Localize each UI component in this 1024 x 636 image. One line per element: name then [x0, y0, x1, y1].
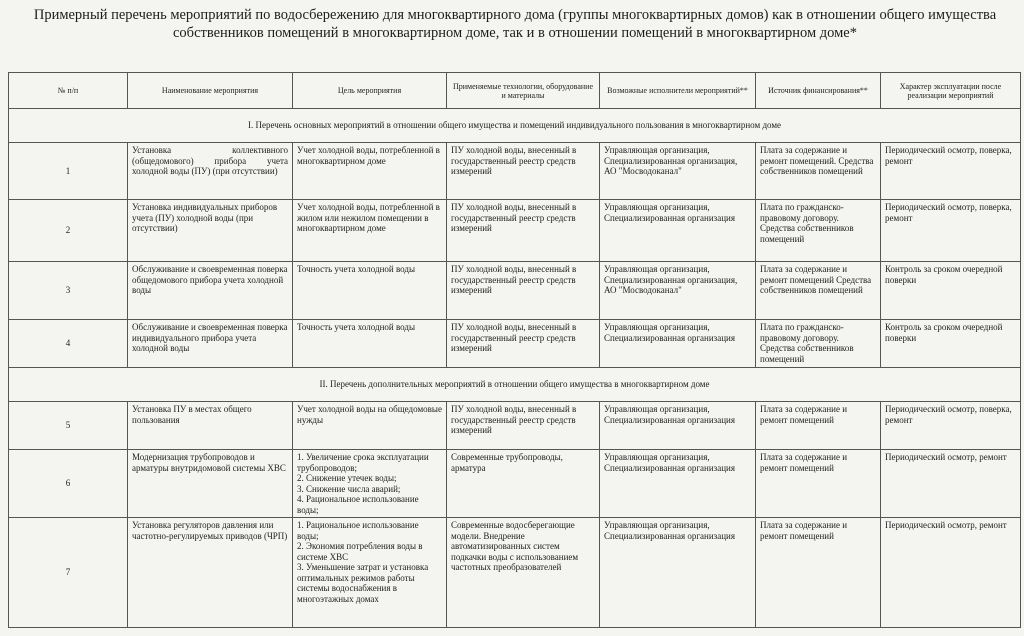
measure-tech: Современные водосберегающие модели. Внедрение автоматизированных систем подкачки воды с использованием частотных преобразователей: [447, 518, 600, 628]
header-financing: Источник финансирования**: [756, 73, 881, 109]
measure-goal: 1. Рациональное использование воды; 2. Экономия потребления воды в системе ХВС 3. Уменьшение затрат и установка оптимальных режимов работы системы водоснабжения в многоэтажных домах: [293, 518, 447, 628]
table-row: [9, 262, 1021, 320]
measure-executors: Управляющая организация, Специализированная организация: [600, 402, 756, 450]
table-row: [9, 320, 1021, 368]
table-row: [9, 450, 1021, 518]
measure-operation: Контроль за сроком очередной поверки: [881, 320, 1021, 368]
measure-financing: Плата за содержание и ремонт помещений. Средства собственников помещений: [756, 143, 881, 200]
table-row: [9, 143, 1021, 200]
measure-tech: ПУ холодной воды, внесенный в государственный реестр средств измерений: [447, 143, 600, 200]
measure-goal: Точность учета холодной воды: [293, 320, 447, 368]
measure-financing: Плата за содержание и ремонт помещений: [756, 450, 881, 518]
measure-name: Установка ПУ в местах общего пользования: [128, 402, 293, 450]
header-name: Наименование мероприятия: [128, 73, 293, 109]
measure-operation: Периодический осмотр, ремонт: [881, 450, 1021, 518]
document-title: Примерный перечень мероприятий по водосбережению для многоквартирного дома (группы многоквартирных домов) как в отношении общего имущества собственников помещений в многоквартирном доме, так и в отношении помещений в многоквартирном доме*: [33, 7, 997, 41]
measure-name: Установка регуляторов давления или частотно-регулируемых приводов (ЧРП): [128, 518, 293, 628]
measure-goal: Учет холодной воды, потребленной в жилом или нежилом помещении в многоквартирном доме: [293, 200, 447, 262]
row-number: 7: [9, 518, 128, 628]
table-row: [9, 402, 1021, 450]
header-executors: Возможные исполнители мероприятий**: [600, 73, 756, 109]
measure-financing: Плата по гражданско-правовому договору. Средства собственников помещений: [756, 200, 881, 262]
section-title: II. Перечень дополнительных мероприятий в отношении общего имущества в многоквартирном доме: [9, 368, 1021, 402]
measure-tech: Современные трубопроводы, арматура: [447, 450, 600, 518]
measure-executors: Управляющая организация, Специализированная организация: [600, 200, 756, 262]
measure-tech: ПУ холодной воды, внесенный в государственный реестр средств измерений: [447, 402, 600, 450]
measure-goal: Учет холодной воды на общедомовые нужды: [293, 402, 447, 450]
measure-tech: ПУ холодной воды, внесенный в государственный реестр средств измерений: [447, 200, 600, 262]
measure-operation: Периодический осмотр, поверка, ремонт: [881, 200, 1021, 262]
row-number: 6: [9, 450, 128, 518]
section-row: [9, 109, 1021, 143]
row-number: 4: [9, 320, 128, 368]
measure-financing: Плата за содержание и ремонт помещений: [756, 518, 881, 628]
measure-executors: Управляющая организация, Специализированная организация: [600, 320, 756, 368]
measure-financing: Плата за содержание и ремонт помещений: [756, 402, 881, 450]
measure-executors: Управляющая организация, Специализированная организация: [600, 450, 756, 518]
measure-operation: Периодический осмотр, поверка, ремонт: [881, 143, 1021, 200]
measure-tech: ПУ холодной воды, внесенный в государственный реестр средств измерений: [447, 262, 600, 320]
measure-operation: Периодический осмотр, поверка, ремонт: [881, 402, 1021, 450]
measures-table: [8, 72, 1021, 628]
measure-name: Обслуживание и своевременная поверка индивидуального прибора учета холодной воды: [128, 320, 293, 368]
measure-name: Обслуживание и своевременная поверка общедомового прибора учета холодной воды: [128, 262, 293, 320]
row-number: 2: [9, 200, 128, 262]
measure-tech: ПУ холодной воды, внесенный в государственный реестр средств измерений: [447, 320, 600, 368]
measure-financing: Плата по гражданско-правовому договору. Средства собственников помещений: [756, 320, 881, 368]
measure-executors: Управляющая организация, Специализированная организация: [600, 518, 756, 628]
measure-goal: Точность учета холодной воды: [293, 262, 447, 320]
header-goal: Цель мероприятия: [293, 73, 447, 109]
measure-operation: Периодический осмотр, ремонт: [881, 518, 1021, 628]
measure-executors: Управляющая организация, Специализированная организация, АО "Мосводоканал": [600, 143, 756, 200]
header-operation: Характер эксплуатации после реализации мероприятий: [881, 73, 1021, 109]
header-num: № п/п: [9, 73, 128, 109]
table-row: [9, 200, 1021, 262]
measure-goal: Учет холодной воды, потребленной в многоквартирном доме: [293, 143, 447, 200]
measure-operation: Контроль за сроком очередной поверки: [881, 262, 1021, 320]
table-row: [9, 518, 1021, 628]
row-number: 3: [9, 262, 128, 320]
measure-name: Установка индивидуальных приборов учета (ПУ) холодной воды (при отсутствии): [128, 200, 293, 262]
measure-name: Установка коллективного (общедомового) прибора учета холодной воды (ПУ) (при отсутствии): [128, 143, 293, 200]
row-number: 5: [9, 402, 128, 450]
measure-financing: Плата за содержание и ремонт помещений Средства собственников помещений: [756, 262, 881, 320]
measure-name: Модернизация трубопроводов и арматуры внутридомовой системы ХВС: [128, 450, 293, 518]
measure-executors: Управляющая организация, Специализированная организация, АО "Мосводоканал": [600, 262, 756, 320]
header-tech: Применяемые технологии, оборудование и материалы: [447, 73, 600, 109]
section-title: I. Перечень основных мероприятий в отношении общего имущества и помещений индивидуального пользования в многоквартирном доме: [9, 109, 1021, 143]
row-number: 1: [9, 143, 128, 200]
table-header-row: [9, 73, 1021, 109]
measure-goal: 1. Увеличение срока эксплуатации трубопроводов; 2. Снижение утечек воды; 3. Снижение числа аварий; 4. Рациональное использование воды;: [293, 450, 447, 518]
section-row: [9, 368, 1021, 402]
